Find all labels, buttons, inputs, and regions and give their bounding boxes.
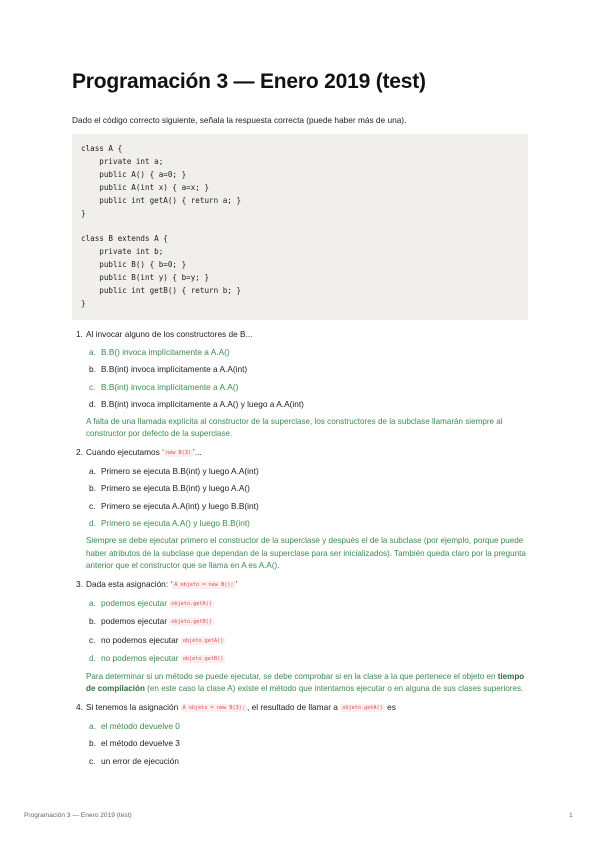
question-1 [72,329,528,441]
intro-text: Dado el código correcto siguiente, señala la respuesta correcta (puede haber más de una). [72,115,407,125]
option-d: d. B.B(int) invoca implícitamente a A.A() y luego a A.A(int) [89,399,304,410]
page-title: Programación 3 — Enero 2019 (test) [72,70,426,93]
inline-code: objeto.getA() [342,704,383,711]
option-c: c. Primero se ejecuta A.A(int) y luego B.B(int) [89,500,259,511]
option-c: c. no podemos ejecutar objeto.getA() [89,634,224,645]
page-number: 1 [569,812,573,819]
question-list [72,329,528,767]
inline-code: objeto.getA() [171,600,212,607]
option-a: a. podemos ejecutar objeto.getA() [89,597,212,608]
option-list [86,347,528,411]
explanation: Para determinar si un método se puede ejecutar, se debe comprobar si en la clase a la que pertenece el objeto en tiempo de compilación (en este caso la clase A) existe el método que intentamos ejecutar o en alguna de sus clases superiores. [86,671,525,694]
inline-code: objeto.getB() [171,619,212,626]
inline-code: objeto.getB() [182,656,224,663]
option-list [86,466,528,530]
question-text: Cuando ejecutamos ‘ new B(3) ’... [86,446,202,457]
option-c: c. un error de ejecución [89,755,179,766]
question-text: Si tenemos la asignación A objeto = new B(3); , el resultado de llamar a objeto.getA() es [86,701,396,712]
inline-code: objeto.getA() [182,637,224,644]
option-b: b. Primero se ejecuta B.B(int) y luego A.A() [89,483,250,494]
question-4 [72,702,528,767]
option-d: d. no podemos ejecutar objeto.getB() [89,653,224,664]
question-2 [72,447,528,573]
option-d: d. Primero se ejecuta A.A() y luego B.B(int) [89,518,250,529]
question-number: 1. [76,328,83,339]
option-b: b. el método devuelve 3 [89,738,180,749]
option-b: b. podemos ejecutar objeto.getB() [89,616,212,627]
footer-title: Programación 3 — Enero 2019 (test) [24,812,132,819]
question-3 [72,579,528,696]
option-list [86,598,528,666]
option-c: c. B.B(int) invoca implícitamente a A.A() [89,381,239,392]
option-a: a. B.B() invoca implícitamente a A.A() [89,346,230,357]
question-text: Al invocar alguno de los constructores de B... [86,328,253,339]
question-text: Dada esta asignación: ‘ A objeto = new B(); ’ [86,578,238,589]
explanation: Siempre se debe ejecutar primero el constructor de la superclase y después el de la subclase (por ejemplo, porque puede haber atributos de la subclase que dependan de la superclase para ser inicializados). También queda claro por la pregunta anterior que el constructor que se llama en A es A.A(). [86,535,526,571]
explanation: A falta de una llamada explícita al constructor de la superclase, los constructores de la subclase llamarán siempre al constructor por defecto de la superclase. [86,416,503,439]
option-a: a. el método devuelve 0 [89,720,180,731]
inline-code: new B(3) [165,449,191,456]
inline-code: A objeto = new B(3); [182,704,246,711]
question-number: 3. [76,578,83,589]
inline-code: A objeto = new B(); [174,581,234,588]
code-block: class A { private int a; public A() { a=0; } public A(int x) { a=x; } public int getA() { return a; } } class B extends A { private int b; public B() { b=0; } public B(int y) { b=y; } public int getB() { return b; } } [72,134,528,320]
option-b: b. B.B(int) invoca implícitamente a A.A(int) [89,364,248,375]
question-number: 2. [76,446,83,457]
question-number: 4. [76,701,83,712]
option-list [86,721,528,767]
option-a: a. Primero se ejecuta B.B(int) y luego A.A(int) [89,465,259,476]
document-page [72,70,528,773]
